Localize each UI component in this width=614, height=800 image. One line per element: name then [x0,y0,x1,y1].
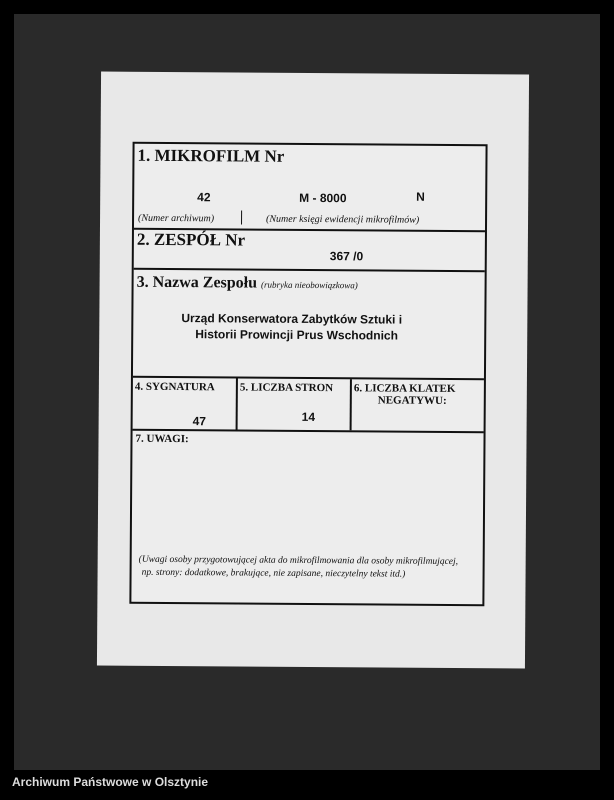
nazwa-line-2: Historii Prowincji Prus Wschodnich [195,327,398,343]
sygnatura-value: 47 [192,414,207,429]
nazwa-label-text: 3. Nazwa Zespołu [136,273,258,292]
archive-number: 42 [197,190,211,205]
klatek-label-2: NEGATYWU: [377,394,447,407]
liczba-stron-label: 5. LICZBA STRON [239,381,334,395]
nazwa-caption: (rubryka nieobowiązkowa) [261,279,358,291]
section-nazwa [133,270,485,380]
section-mikrofilm [134,144,486,232]
nazwa-label [137,274,358,294]
section-counts [133,378,484,433]
cell-sygnatura [133,378,238,430]
uwagi-label: 7. UWAGI: [135,432,189,446]
footer-bar [0,770,614,794]
microfilm-suffix: N [416,189,425,204]
cell-liczba-klatek [352,379,484,431]
uwagi-note-1: (Uwagi osoby przygotowującej akta do mikrofilmowania dla osoby mikrofilmującej, [138,554,459,568]
liczba-stron-value: 14 [301,409,316,425]
zespol-number: 367 /0 [329,249,364,264]
klatek-label-1: 6. LICZBA KLATEK [353,382,456,395]
section-uwagi [131,431,483,604]
archive-name: Archiwum Państwowe w Olsztynie [12,775,209,789]
archive-number-caption: (Numer archiwum) [138,212,215,225]
section-zespol [134,228,485,272]
nazwa-line-1: Urząd Konserwatora Zabytków Sztuki i [181,311,403,327]
register-caption: (Numer księgi ewidencji mikrofilmów) [266,213,420,226]
caption-divider [241,210,242,224]
microfilm-number: M - 8000 [299,190,347,206]
sygnatura-label: 4. SYGNATURA [134,380,215,394]
uwagi-note-2: np. strony: dodatkowe, brakujące, nie zapisane, nieczytelny tekst itd.) [141,567,406,580]
mikrofilm-label: 1. MIKROFILM Nr [137,145,285,166]
cell-liczba-stron [238,378,352,430]
zespol-label: 2. ZESPÓŁ Nr [136,229,246,250]
microfilm-form [129,142,487,606]
document-card [97,72,529,669]
